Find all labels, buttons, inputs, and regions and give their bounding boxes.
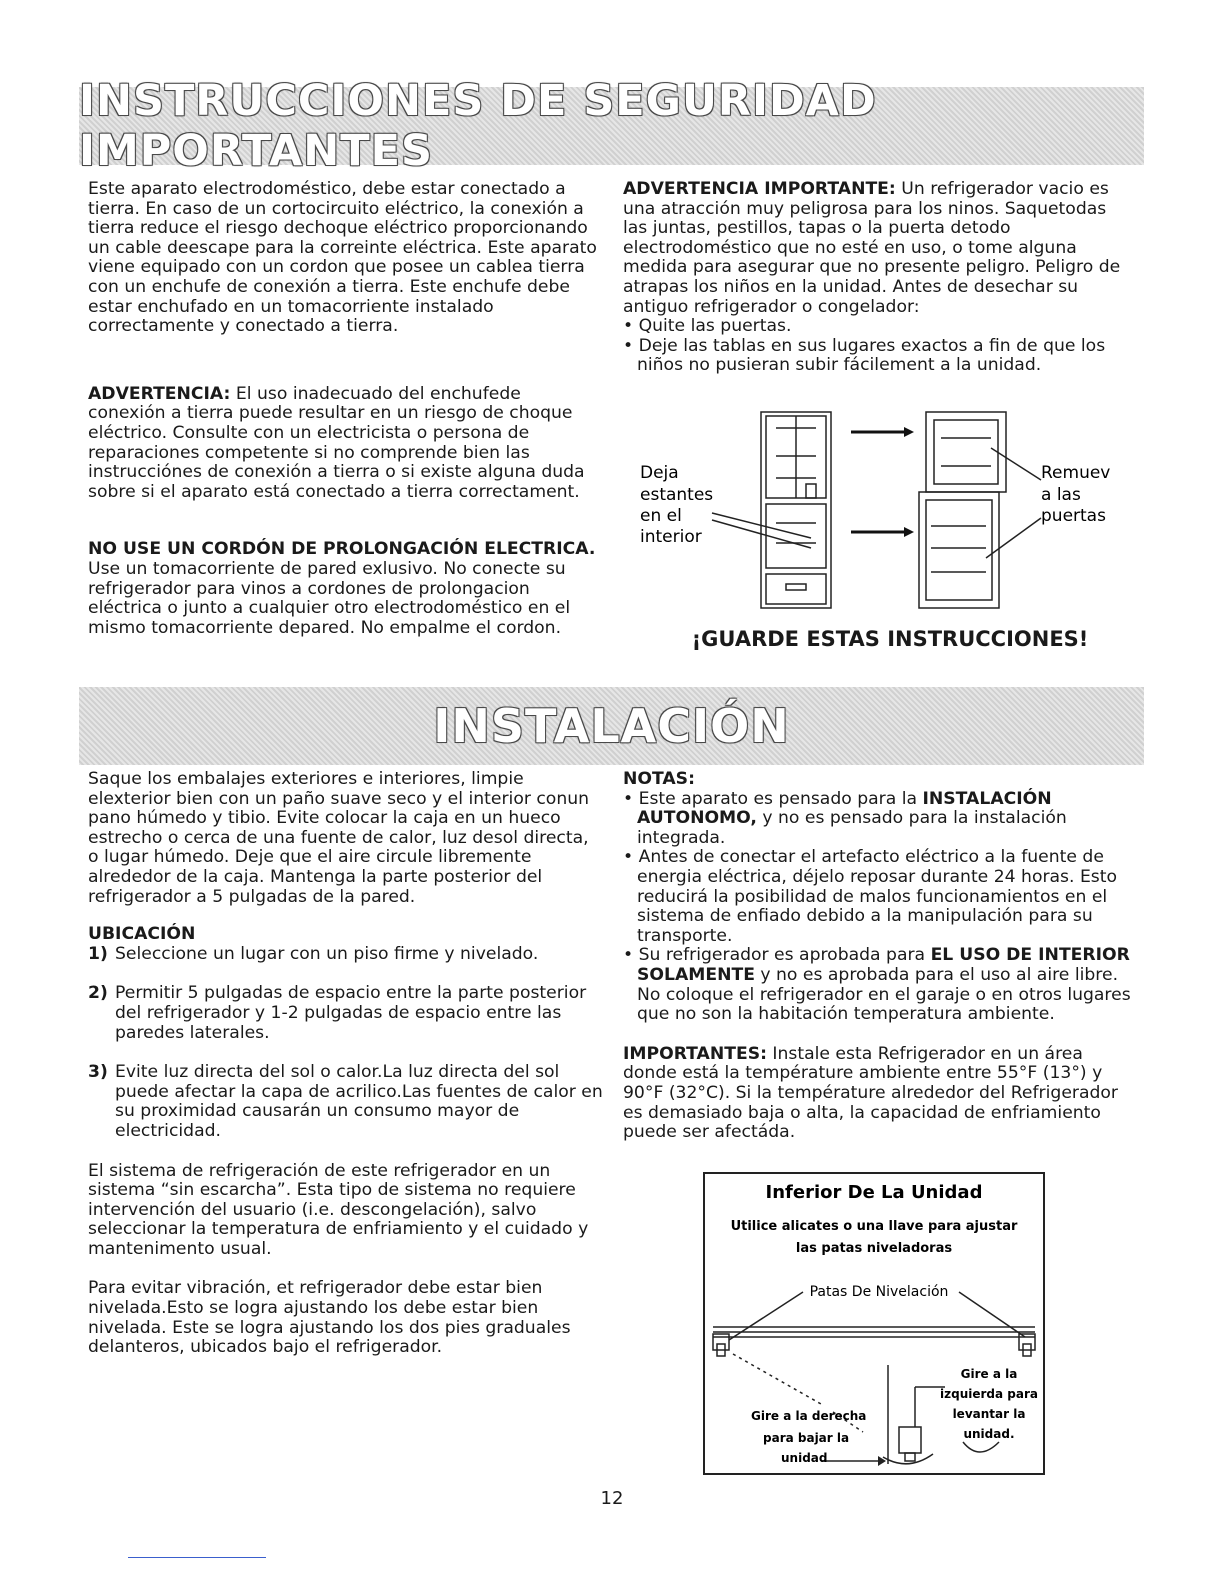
safety-left-column [88,180,603,638]
figure-subtitle-2: las patas niveladoras [795,1241,953,1256]
leveling-paragraph: Para evitar vibración, et refrigerador debe estar bien nivelada.Esto se logra ajustando los debe estar bien nivelada. Este se logra ajustando los dos pies graduales delanteros, ubicados bajo el refrigerador. [88,1278,571,1358]
safety-banner [79,76,1144,176]
notes-heading: NOTAS: [623,769,695,789]
step-text: Permitir 5 pulgadas de espacio entre la parte posterior del refrigerador y 1-2 pulgadas de espacio entre las paredes laterales. [115,983,587,1043]
important-warning-text: Un refrigerador vacio es una atracción muy peligrosa para los ninos. Saquetodas las juntas, pestillos, tapas o la puerta detodo electrodoméstico que no esté en uso, o tome alguna medida para asegurar que no presente peligro. Peligro de atrapas los niños en la unidad. Antes de desechar su antiguo refrigerador o congelador: [623,179,1121,317]
legs-label: Patas De Nivelación [809,1284,949,1300]
list-item: • Deje las tablas en sus lugares exactos a fin de que los niños no pusieran subir fácilement a la unidad. [623,335,1106,376]
fig-left-label-2: estantes [640,485,714,505]
extension-cord-text: Use un tomacorriente de pared exlusivo. No conecte su refrigerador para vinos a cordones de prolongacion eléctrica o junto a cualquier otro electrodoméstico en el mismo tomacorriente depared. No empalme el cordon. [88,558,571,638]
grounding-paragraph: Este aparato electrodoméstico, debe estar conectado a tierra. En caso de un cortocircuito eléctrico, la conexión a tierra reduce el riesgo dechoque eléctrico proporcionando un cable deescape para la correinte eléctrica. Este aparato viene equipado con un cordon que posee un cablea tierra con un enchufe de conexión a tierra. Este enchufe debe estar enchufado en un tomacorriente instalado correctamente y conectado a tierra. [88,179,597,337]
important-label: IMPORTANTES: [623,1043,767,1064]
turn-right-label-2: para bajar la [763,1431,850,1445]
installation-title: INSTALACIÓN [433,699,790,753]
step-text: Seleccione un lugar con un piso firme y nivelado. [115,943,539,964]
location-heading: UBICACIÓN [88,924,196,945]
lower-door-outline [919,492,999,608]
turn-left-label-3: levantar la [952,1407,1026,1421]
turn-right-label-3: unidad [781,1451,828,1465]
extension-cord-paragraph [88,540,603,638]
turn-left-label-2: izquierda para [940,1387,1038,1401]
door-removal-figure [636,408,1121,613]
step-number: 2) [88,983,108,1004]
note-emphasis: INSTALACIÓN AUTONOMO, [637,788,1052,829]
note-text: • Su refrigerador es aprobada para [623,945,931,966]
list-item: • Antes de conectar el artefacto eléctrico a la fuente de energia eléctrica, déjelo reposar durante 24 horas. Esto reducirá la posibilidad de malos funcionamientos en el sistema de enfiado debido a la manipulación para su transporte. [623,847,1118,946]
arrow-icon [904,427,914,437]
figure-subtitle-1: Utilice alicates o una llave para ajustar [730,1219,1018,1234]
fig-left-label-3: en el [640,506,682,526]
step-text: Evite luz directa del sol o calor.La luz directa del sol puede afectar la capa de acrilico.Las fuentes de calor en su proximidad causarán un consumo mayor de electricidad. [115,1062,603,1141]
note-text: • Este aparato es pensado para la [623,788,923,809]
list-item [88,1063,603,1141]
extension-cord-label: NO USE UN CORDÓN DE PROLONGACIÓN ELECTRICA. [88,539,596,560]
leveling-legs-figure [703,1172,1045,1475]
notes-list [623,790,1133,1025]
safety-title: INSTRUCCIONES DE SEGURIDAD IMPORTANTES [79,76,877,176]
note-text: y no es aprobada para el uso al aire libre. No coloque el refrigerador en el garaje o en otros lugares que no son la habitación temperatura ambiente. [637,964,1131,1025]
turn-left-label-4: unidad. [963,1427,1015,1441]
page-number: 12 [600,1488,624,1509]
important-warning-paragraph [623,180,1133,317]
list-item [88,984,603,1043]
note-emphasis: EL USO DE INTERIOR SOLAMENTE [637,945,1130,985]
list-item: • Quite las puertas. [623,316,792,337]
warning-paragraph [88,385,603,503]
installation-banner [79,687,1144,765]
list-item [623,790,1133,849]
fig-right-label-3: puertas [1041,506,1106,526]
arrow-icon [904,527,914,537]
frost-free-paragraph: El sistema de refrigeración de este refrigerador en un sistema “sin escarcha”. Esta tipo de sistema no requiere intervención del usuario (i.e. descongelación), salvo seleccionar la temperatura de enfriamiento y el cuidado y mantenimento usual. [88,1160,589,1259]
location-steps [88,945,603,1142]
footer-divider [128,1557,266,1558]
safety-right-column [623,180,1133,376]
list-item [88,945,603,965]
fig-right-label-2: a las [1041,485,1081,505]
save-instructions-heading: ¡GUARDE ESTAS INSTRUCCIONES! [691,627,1089,651]
fig-right-label-1: Remuev [1041,463,1111,483]
warning-label: ADVERTENCIA: [88,383,231,404]
figure-title: Inferior De La Unidad [765,1182,983,1203]
turn-right-label-1: Gire a la derecha [751,1409,867,1423]
temperature-paragraph [623,1045,1133,1143]
important-warning-label: ADVERTENCIA IMPORTANTE: [623,179,896,199]
upper-door-outline [926,412,1006,492]
list-item [623,946,1133,1024]
arrow-icon [851,432,904,532]
installation-right-column [623,770,1133,1143]
fig-left-label-1: Deja [640,463,679,483]
disposal-list [623,317,1133,376]
warning-text: El uso inadecuado del enchufede conexión a tierra puede resultar en un riesgo de choque eléctrico. Consulte con un electricista o persona de reparaciones competente si no comprende bien las instrucciónes de conexión a tierra o si existe alguna duda sobre si el aparato está conectado a tierra correctament. [88,383,585,502]
installation-left-column [88,770,603,1358]
note-text: y no es pensado para la instalación integrada. [637,808,1067,848]
turn-left-label-1: Gire a la [960,1367,1018,1381]
fig-left-label-4: interior [640,527,702,547]
step-number: 3) [88,1062,108,1083]
important-text: Instale esta Refrigerador en un área donde está la température ambiente entre 55°F (13°) y 90°F (32°C). Si la température alrededor del Refrigerador es demasiado baja o alta, la capacidad de enfriamiento puede ser afectáda. [623,1043,1118,1143]
unpacking-paragraph: Saque los embalajes exteriores e interiores, limpie elexterior bien con un paño suave seco y el interior conun pano húmedo y tibio. Evite colocar la caja en un hueco estrecho o cerca de una fuente de calor, luz desol directa, o lugar húmedo. Deje que el aire circule libremente alrededor de la caja. Mantenga la parte posterior del refrigerador a 5 pulgadas de la pared. [88,769,590,907]
step-number: 1) [88,943,108,964]
